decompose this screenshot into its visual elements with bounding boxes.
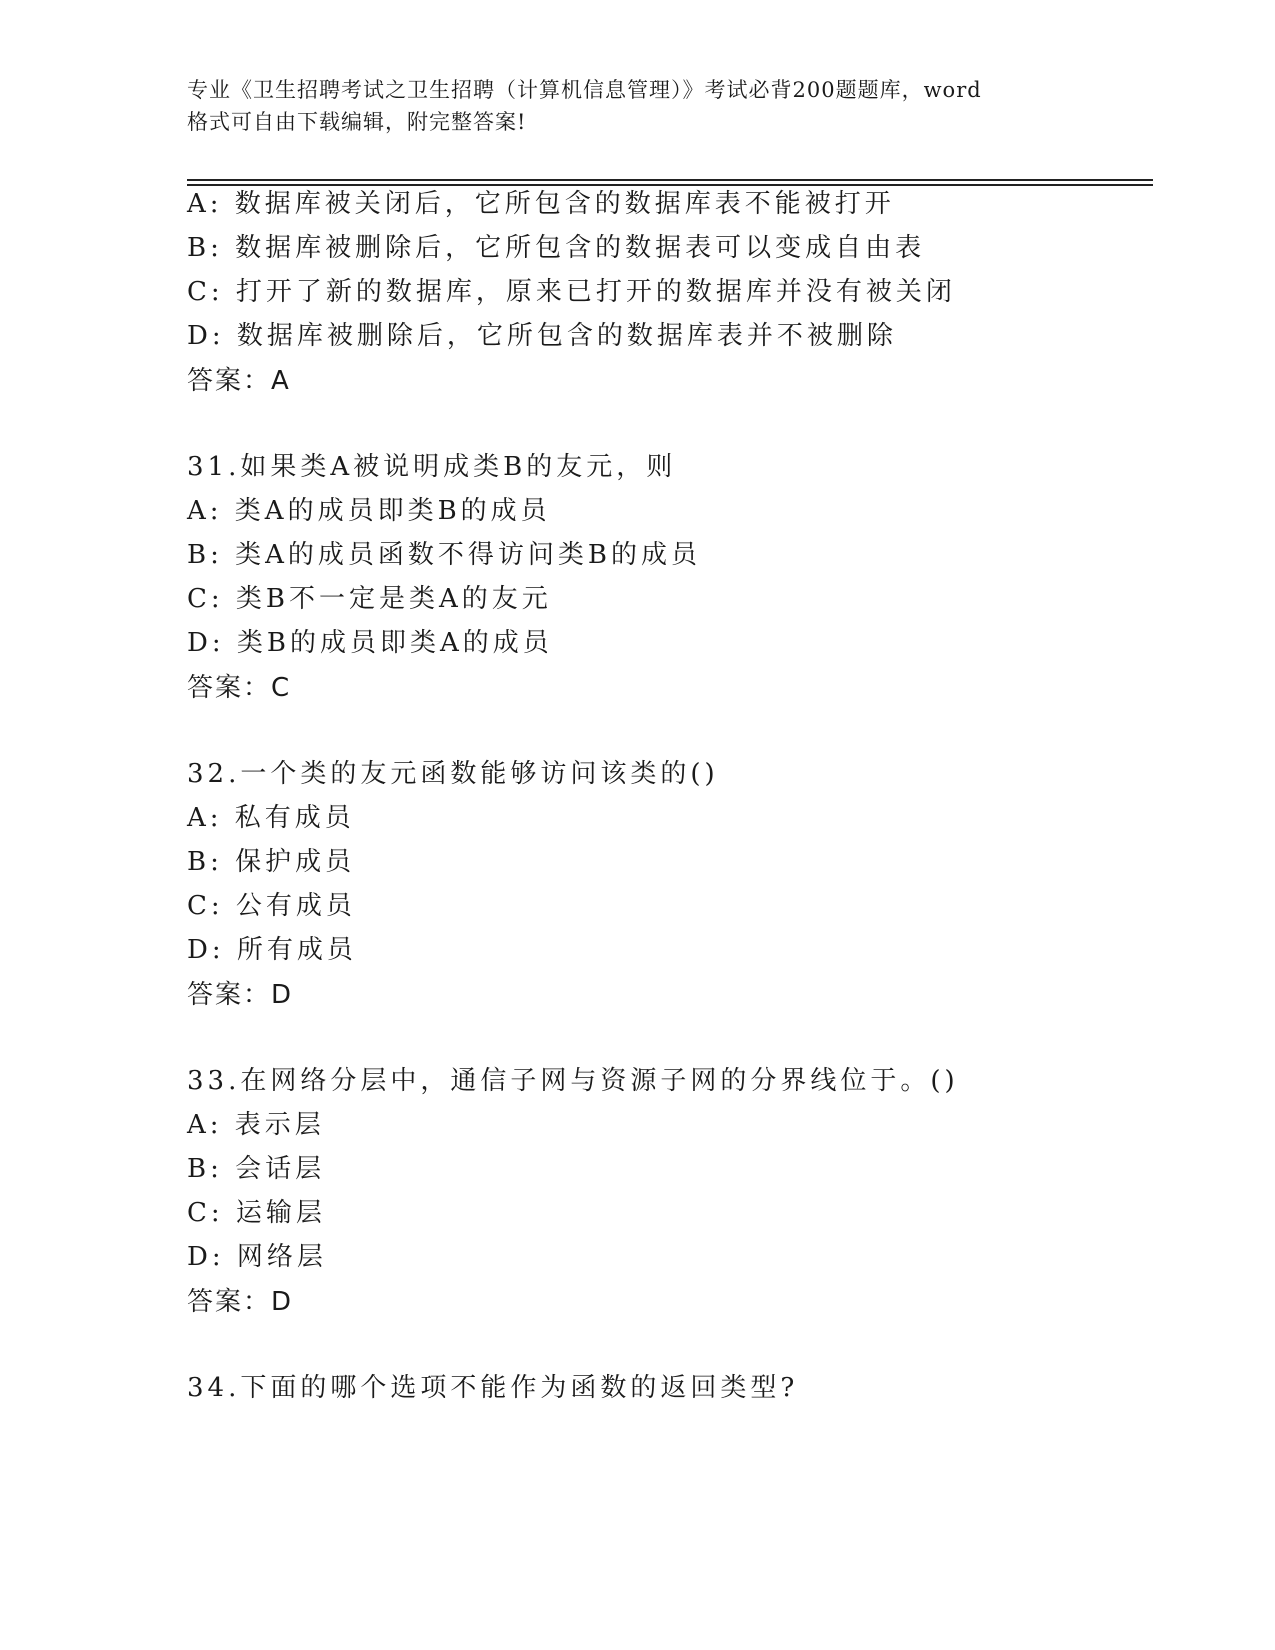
header-divider-bottom: [187, 184, 1153, 186]
q34-question: 34.下面的哪个选项不能作为函数的返回类型?: [187, 1373, 799, 1403]
q33-option-d: D: 网络层: [187, 1242, 327, 1272]
q33-question: 33.在网络分层中，通信子网与资源子网的分界线位于。(): [187, 1066, 959, 1096]
q32-option-b: B: 保护成员: [187, 847, 356, 877]
header-divider-top: [187, 179, 1153, 181]
q33-answer: 答案：D: [187, 1287, 294, 1317]
q30-option-d: D: 数据库被删除后，它所包含的数据库表并不被删除: [187, 321, 897, 351]
q31-answer: 答案：C: [187, 673, 292, 703]
q30-option-b: B: 数据库被删除后，它所包含的数据表可以变成自由表: [187, 233, 926, 263]
q31-option-b: B: 类A的成员函数不得访问类B的成员: [187, 540, 702, 570]
header-line-2: 格式可自由下载编辑，附完整答案!: [187, 110, 527, 134]
q32-option-c: C: 公有成员: [187, 891, 356, 921]
q33-option-c: C: 运输层: [187, 1198, 326, 1228]
q31-option-d: D: 类B的成员即类A的成员: [187, 628, 553, 658]
q33-option-a: A: 表示层: [187, 1110, 325, 1140]
q31-option-c: C: 类B不一定是类A的友元: [187, 584, 552, 614]
q30-option-c: C: 打开了新的数据库，原来已打开的数据库并没有被关闭: [187, 277, 956, 307]
document-header: [187, 74, 1087, 138]
q31-question: 31.如果类A被说明成类B的友元，则: [187, 452, 677, 482]
q32-option-a: A: 私有成员: [187, 803, 355, 833]
q30-answer: 答案：A: [187, 366, 291, 396]
q32-answer: 答案：D: [187, 980, 294, 1010]
q31-option-a: A: 类A的成员即类B的成员: [187, 496, 551, 526]
q32-option-d: D: 所有成员: [187, 935, 357, 965]
q32-question: 32.一个类的友元函数能够访问该类的(): [187, 759, 719, 789]
q30-option-a: A: 数据库被关闭后，它所包含的数据库表不能被打开: [187, 189, 895, 219]
q33-option-b: B: 会话层: [187, 1154, 326, 1184]
header-line-1: 专业《卫生招聘考试之卫生招聘（计算机信息管理）》考试必背200题题库，word: [187, 78, 982, 102]
